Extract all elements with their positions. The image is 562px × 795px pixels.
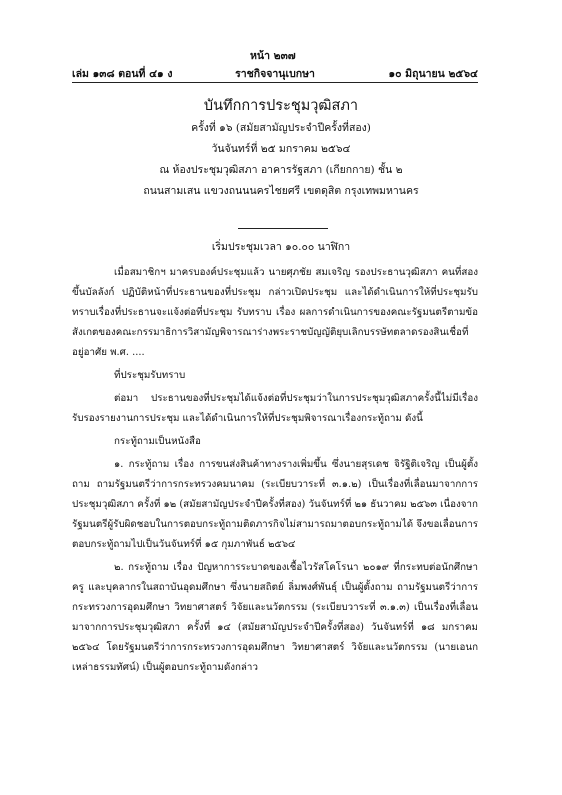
paragraph-question-1: ๑. กระทู้ถาม เรื่อง การขนส่งสินค้าทางรางเพิ่มขึ้น ซึ่งนายสุรเดช จิรัฐิติเจริญ เป็นผู้ตั้งถาม ถามรัฐมนตรีว่าการกระทรวงคมนาคม (ระเบียบวาระที่ ๓.๑.๒) เป็นเรื่องที่เลื่อนมาจากการประชุมวุฒิสภา ครั้งที่ ๑๒ (สมัยสามัญประจำปีครั้งที่สอง) วันจันทร์ที่ ๒๑ ธันวาคม ๒๕๖๓ เนื่องจากรัฐมนตรีผู้รับผิดชอบในการตอบกระทู้ถามติดภารกิจไม่สามารถมาตอบกระทู้ถามได้ จึงขอเลื่อนการตอบกระทู้ถามไปเป็นวันจันทร์ที่ ๑๕ กุมภาพันธ์ ๒๕๖๔ xyxy=(72,459,478,550)
paragraph-acknowledged: ที่ประชุมรับทราบ xyxy=(114,370,186,381)
header-divider xyxy=(72,82,478,83)
address-line: ถนนสามเสน แขวงถนนนครไชยศรี เขตดุสิต กรุงเทพมหานคร xyxy=(143,185,419,197)
volume-issue: เล่ม ๑๓๘ ตอนที่ ๔๑ ง xyxy=(72,68,173,80)
minutes-body xyxy=(72,263,478,681)
page-number: หน้า ๒๓๗ xyxy=(250,50,296,62)
title-divider xyxy=(238,228,328,229)
publication-date: ๑๐ มิถุนายน ๒๕๖๔ xyxy=(388,68,478,80)
start-time: เริ่มประชุมเวลา ๑๐.๐๐ นาฬิกา xyxy=(211,241,351,253)
paragraph-announcement: ต่อมา ประธานของที่ประชุมได้แจ้งต่อที่ประชุมว่าในการประชุมวุฒิสภาครั้งนี้ไม่มีเรื่องรับรองรายงานการประชุม และได้ดำเนินการให้ที่ประชุมพิจารณาเรื่องกระทู้ถาม ดังนี้ xyxy=(72,393,478,424)
session-line: ครั้งที่ ๑๖ (สมัยสามัญประจำปีครั้งที่สอง) xyxy=(191,122,371,134)
gazette-header xyxy=(72,65,478,81)
meeting-date: วันจันทร์ที่ ๒๕ มกราคม ๒๕๖๔ xyxy=(211,143,351,155)
section-heading: กระทู้ถามเป็นหนังสือ xyxy=(114,436,201,447)
venue-line: ณ ห้องประชุมวุฒิสภา อาคารรัฐสภา (เกียกกาย) ชั้น ๒ xyxy=(159,164,403,176)
paragraph-opening: เมื่อสมาชิกฯ มาครบองค์ประชุมแล้ว นายศุภชัย สมเจริญ รองประธานวุฒิสภา คนที่สอง ขึ้นบัลลังก์ ปฏิบัติหน้าที่ประธานของที่ประชุม กล่าวเปิดประชุม และได้ดำเนินการให้ที่ประชุมรับทราบเรื่องที่ประธานจะแจ้งต่อที่ประชุม รับทราบ เรื่อง ผลการดำเนินการของคณะรัฐมนตรีตามข้อสังเกตของคณะกรรมาธิการวิสามัญพิจารณาร่างพระราชบัญญัติยุบเลิกบรรษัทตลาดรองสินเชื่อที่อยู่อาศัย พ.ศ. .... xyxy=(72,267,478,358)
gazette-name: ราชกิจจานุเบกษา xyxy=(235,68,315,80)
document-title: บันทึกการประชุมวุฒิสภา xyxy=(203,98,359,114)
paragraph-question-2: ๒. กระทู้ถาม เรื่อง ปัญหาการระบาดของเชื้อไวรัสโคโรนา ๒๐๑๙ ที่กระทบต่อนักศึกษา ครู และบุคลากรในสถาบันอุดมศึกษา ซึ่งนายสถิตย์ ลิ่มพงศ์พันธุ์ เป็นผู้ตั้งถาม ถามรัฐมนตรีว่าการกระทรวงการอุดมศึกษา วิทยาศาสตร์ วิจัยและนวัตกรรม (ระเบียบวาระที่ ๓.๑.๓) เป็นเรื่องที่เลื่อนมาจากการประชุมวุฒิสภา ครั้งที่ ๑๔ (สมัยสามัญประจำปีครั้งที่สอง) วันจันทร์ที่ ๑๘ มกราคม ๒๕๖๔ โดยรัฐมนตรีว่าการกระทรวงการอุดมศึกษา วิทยาศาสตร์ วิจัยและนวัตกรรม (นายเอนก เหล่าธรรมทัศน์) เป็นผู้ตอบกระทู้ถามดังกล่าว xyxy=(72,562,478,673)
